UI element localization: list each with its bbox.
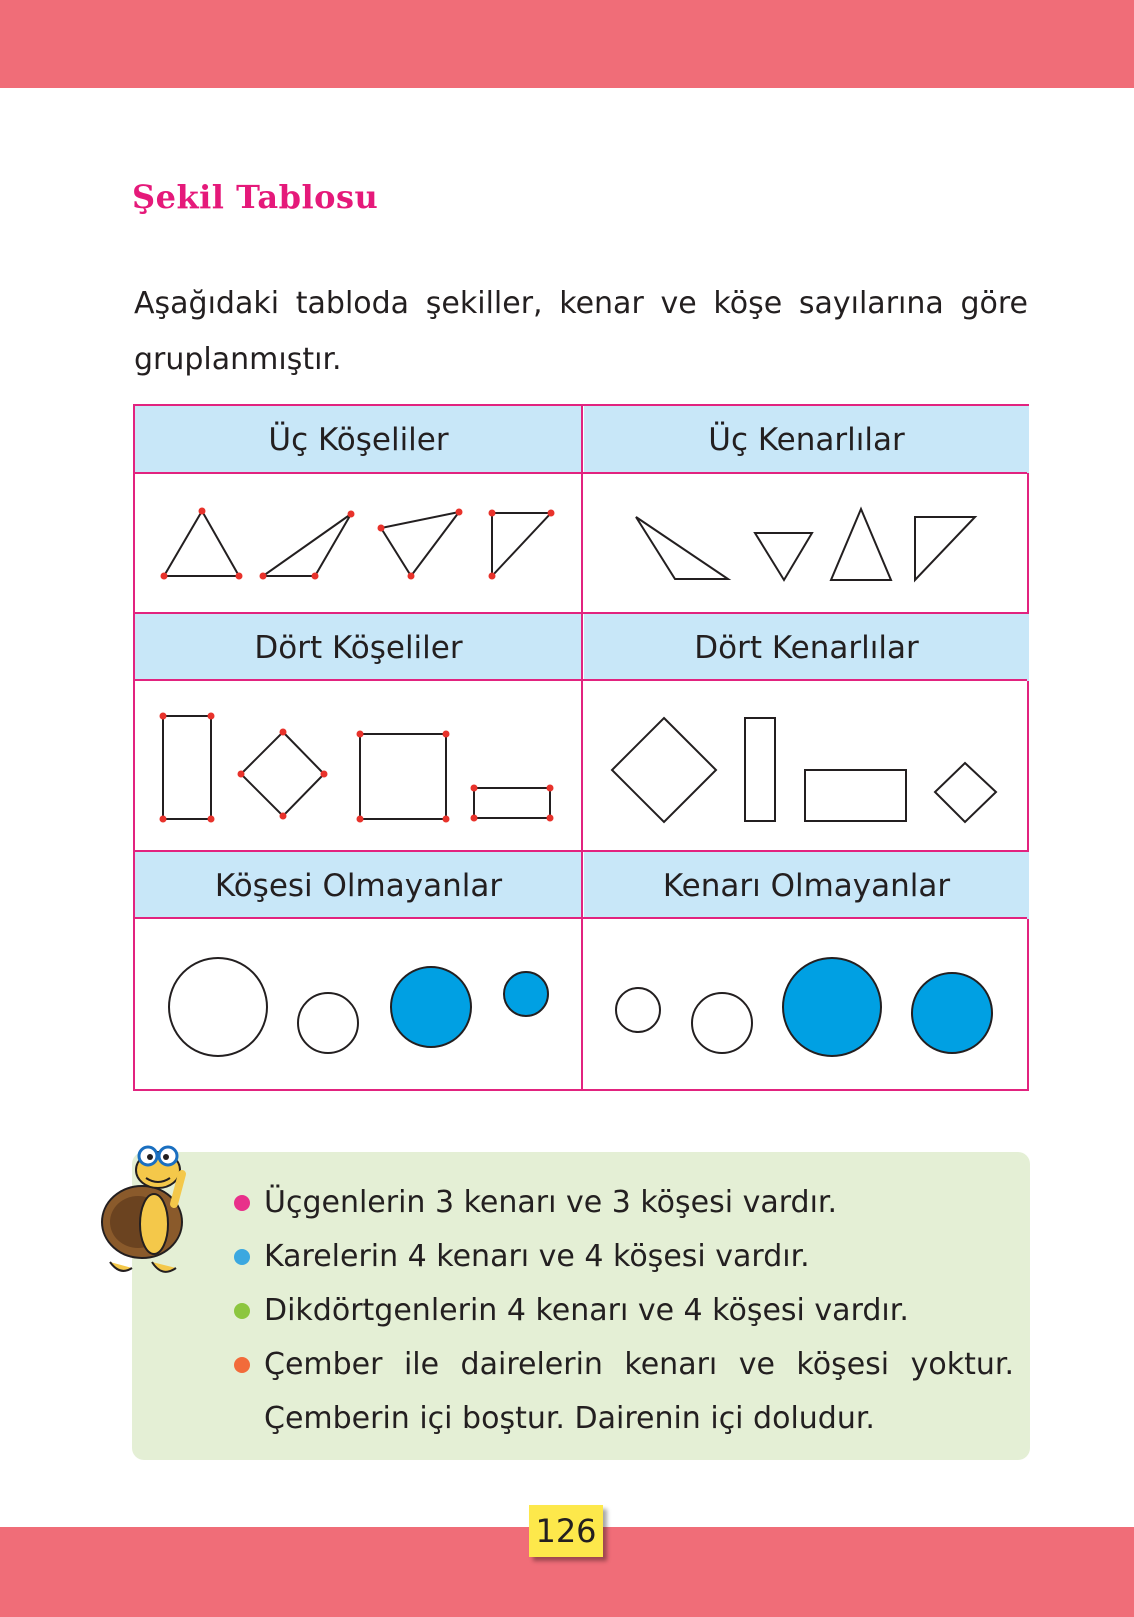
triangle-shape [636,517,728,579]
square-shape [612,718,716,822]
square-shape [360,734,446,819]
note-text: Çember ile dairelerin kenarı ve köşesi yoktur. Çemberin içi boştur. Dairenin içi doludur. [264,1347,1014,1436]
triangle-shape [263,514,351,576]
triangle-shape [492,513,551,576]
list-item [234,1284,1014,1338]
circle-outline-shape [298,993,358,1053]
triangle-shape [381,512,459,576]
square-shape [935,763,996,822]
orange-bullet-icon [234,1357,250,1373]
triangle-shape [915,517,975,580]
list-item [234,1230,1014,1284]
rectangle-shape [474,788,550,818]
circle-outline-shape [692,993,752,1053]
header-uc-koseliler: Üç Köşeliler [135,406,582,473]
list-item [234,1176,1014,1230]
notes-list [234,1176,1014,1446]
header-dort-kenarlilar: Dört Kenarlılar [584,614,1029,681]
top-band [0,0,1134,88]
square-shape [241,732,324,816]
shapes-drawing [135,406,1027,1089]
triangle-shape [164,511,239,576]
header-kosesi-olmayanlar: Köşesi Olmayanlar [135,852,582,919]
green-bullet-icon [234,1303,250,1319]
note-text: Dikdörtgenlerin 4 kenarı ve 4 köşesi vardır. [264,1293,909,1328]
header-dort-koseliler: Dört Köşeliler [135,614,582,681]
header-kenari-olmayanlar: Kenarı Olmayanlar [584,852,1029,919]
intro-paragraph: Aşağıdaki tabloda şekiller, kenar ve köşe sayılarına göre gruplanmıştır. [134,286,1028,377]
triangle-shape [755,533,812,580]
page-title: Şekil Tablosu [132,178,379,216]
disk-filled-shape [783,958,881,1056]
shape-table [133,404,1029,1091]
header-uc-kenarlilar: Üç Kenarlılar [584,406,1029,473]
disk-filled-shape [391,967,471,1047]
turtle-mascot-icon [96,1134,196,1284]
rectangle-shape [163,716,211,819]
page-number: 126 [529,1505,603,1557]
list-item [234,1338,1014,1446]
blue-bullet-icon [234,1249,250,1265]
circle-outline-shape [169,958,267,1056]
note-text: Üçgenlerin 3 kenarı ve 3 köşesi vardır. [264,1185,838,1220]
pink-bullet-icon [234,1195,250,1211]
note-text: Karelerin 4 kenarı ve 4 köşesi vardır. [264,1239,810,1274]
triangle-shape [831,509,891,580]
vertex-dots [160,508,555,823]
disk-filled-shape [912,973,992,1053]
rectangle-shape [745,718,775,821]
rectangle-shape [805,770,906,821]
disk-filled-shape [504,972,548,1016]
circle-outline-shape [616,988,660,1032]
